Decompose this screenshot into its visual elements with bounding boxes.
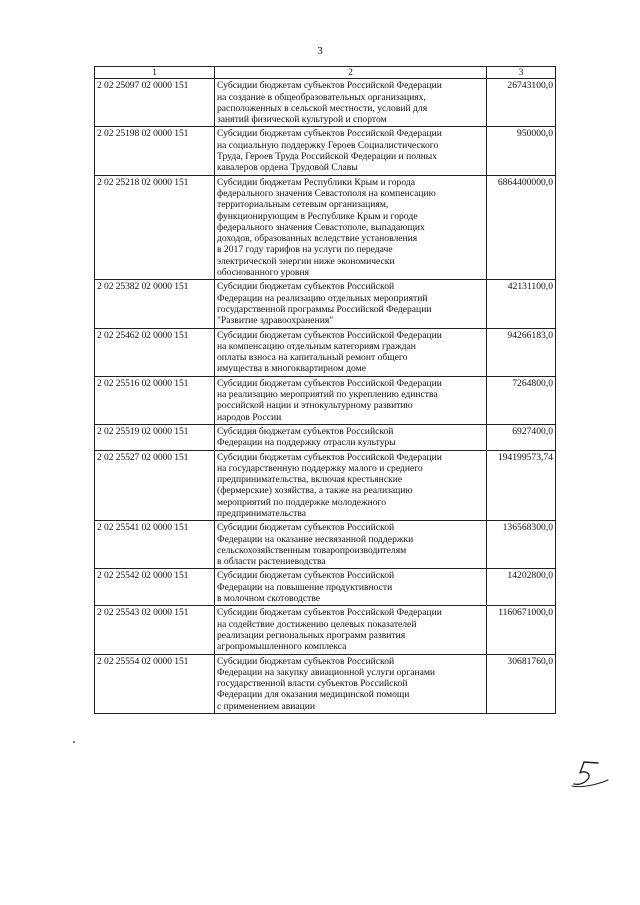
- row-description: Субсидии бюджетам Республики Крым и города федерального значения Севастополя на компенсацию территориальным сетевым организациям, функционирующим в Республике Крым и городе федерального значения Севастополе, выпадающих доходов, образованных вследствие установления в 2017 году тарифов на услуги по передаче электрической энергии ниже экономически обоснованного уровня: [215, 175, 487, 280]
- row-amount: 26743100,0: [487, 79, 556, 127]
- column-header-3: 3: [487, 67, 556, 79]
- row-amount: 6927400,0: [487, 424, 556, 450]
- row-description: Субсидии бюджетам субъектов Российской Федерации на реализацию мероприятий по укреплению единства российской нации и этнокультурному развитию народов России: [215, 376, 487, 424]
- column-header-2: 2: [215, 67, 487, 79]
- budget-table: [94, 66, 556, 714]
- row-amount: 136568300,0: [487, 521, 556, 569]
- table-row: [95, 280, 556, 328]
- budget-code: 2 02 25097 02 0000 151: [95, 79, 215, 127]
- row-description: Субсидии бюджетам субъектов Российской Федерации на социальную поддержку Героев Социалистического Труда, Героев Труда Российской Федерации и полных кавалеров ордена Трудовой Славы: [215, 127, 487, 175]
- budget-code: 2 02 25516 02 0000 151: [95, 376, 215, 424]
- row-description: Субсидии бюджетам субъектов Российской Федерации на закупку авиационной услуги органами государственной власти субъектов Российской Федерации для оказания медицинской помощи с применением авиации: [215, 654, 487, 713]
- table-row: [95, 450, 556, 521]
- budget-code: 2 02 25527 02 0000 151: [95, 450, 215, 521]
- page-number: 3: [317, 45, 323, 57]
- row-amount: 7264800,0: [487, 376, 556, 424]
- row-description: Субсидии бюджетам субъектов Российской Федерации на государственную поддержку малого и среднего предпринимательства, включая крестьянские (фермерские) хозяйства, а также на реализацию мероприятий по поддержке молодежного предпринимательства: [215, 450, 487, 521]
- budget-code: 2 02 25554 02 0000 151: [95, 654, 215, 713]
- row-description: Субсидии бюджетам субъектов Российской Федерации на повышение продуктивности в молочном скотоводстве: [215, 569, 487, 606]
- row-amount: 1160671000,0: [487, 606, 556, 654]
- table-row: [95, 175, 556, 280]
- column-header-1: 1: [95, 67, 215, 79]
- table-row: [95, 328, 556, 376]
- row-description: Субсидии бюджетам субъектов Российской Федерации на содействие достижению целевых показателей реализации региональных программ развития агропромышленного комплекса: [215, 606, 487, 654]
- table-row: [95, 79, 556, 127]
- budget-code: 2 02 25519 02 0000 151: [95, 424, 215, 450]
- row-description: Субсидия бюджетам субъектов Российской Федерации на поддержку отрасли культуры: [215, 424, 487, 450]
- table-header-row: [95, 67, 556, 79]
- table-row: [95, 376, 556, 424]
- handwritten-page-mark: [568, 758, 616, 790]
- row-amount: 194199573,74: [487, 450, 556, 521]
- budget-code: 2 02 25218 02 0000 151: [95, 175, 215, 280]
- margin-dot: [73, 741, 75, 743]
- table-row: [95, 127, 556, 175]
- row-description: Субсидии бюджетам субъектов Российской Федерации на создание в общеобразовательных организациях, расположенных в сельской местности, условий для занятий физической культурой и спортом: [215, 79, 487, 127]
- budget-code: 2 02 25462 02 0000 151: [95, 328, 215, 376]
- row-description: Субсидии бюджетам субъектов Российской Федерации на реализацию отдельных мероприятий государственной программы Российской Федерации "Развитие здравоохранения": [215, 280, 487, 328]
- budget-code: 2 02 25541 02 0000 151: [95, 521, 215, 569]
- row-amount: 6864400000,0: [487, 175, 556, 280]
- budget-code: 2 02 25382 02 0000 151: [95, 280, 215, 328]
- table-row: [95, 606, 556, 654]
- row-amount: 42131100,0: [487, 280, 556, 328]
- row-amount: 950000,0: [487, 127, 556, 175]
- budget-code: 2 02 25542 02 0000 151: [95, 569, 215, 606]
- budget-code: 2 02 25198 02 0000 151: [95, 127, 215, 175]
- table-row: [95, 654, 556, 713]
- table-row: [95, 569, 556, 606]
- row-amount: 14202800,0: [487, 569, 556, 606]
- table-row: [95, 521, 556, 569]
- row-description: Субсидии бюджетам субъектов Российской Федерации на компенсацию отдельным категориям граждан оплаты взноса на капитальный ремонт общего имущества в многоквартирном доме: [215, 328, 487, 376]
- row-description: Субсидии бюджетам субъектов Российской Федерации на оказание несвязанной поддержки сельскохозяйственным товаропроизводителям в области растениеводства: [215, 521, 487, 569]
- budget-code: 2 02 25543 02 0000 151: [95, 606, 215, 654]
- row-amount: 94266183,0: [487, 328, 556, 376]
- table-row: [95, 424, 556, 450]
- row-amount: 30681760,0: [487, 654, 556, 713]
